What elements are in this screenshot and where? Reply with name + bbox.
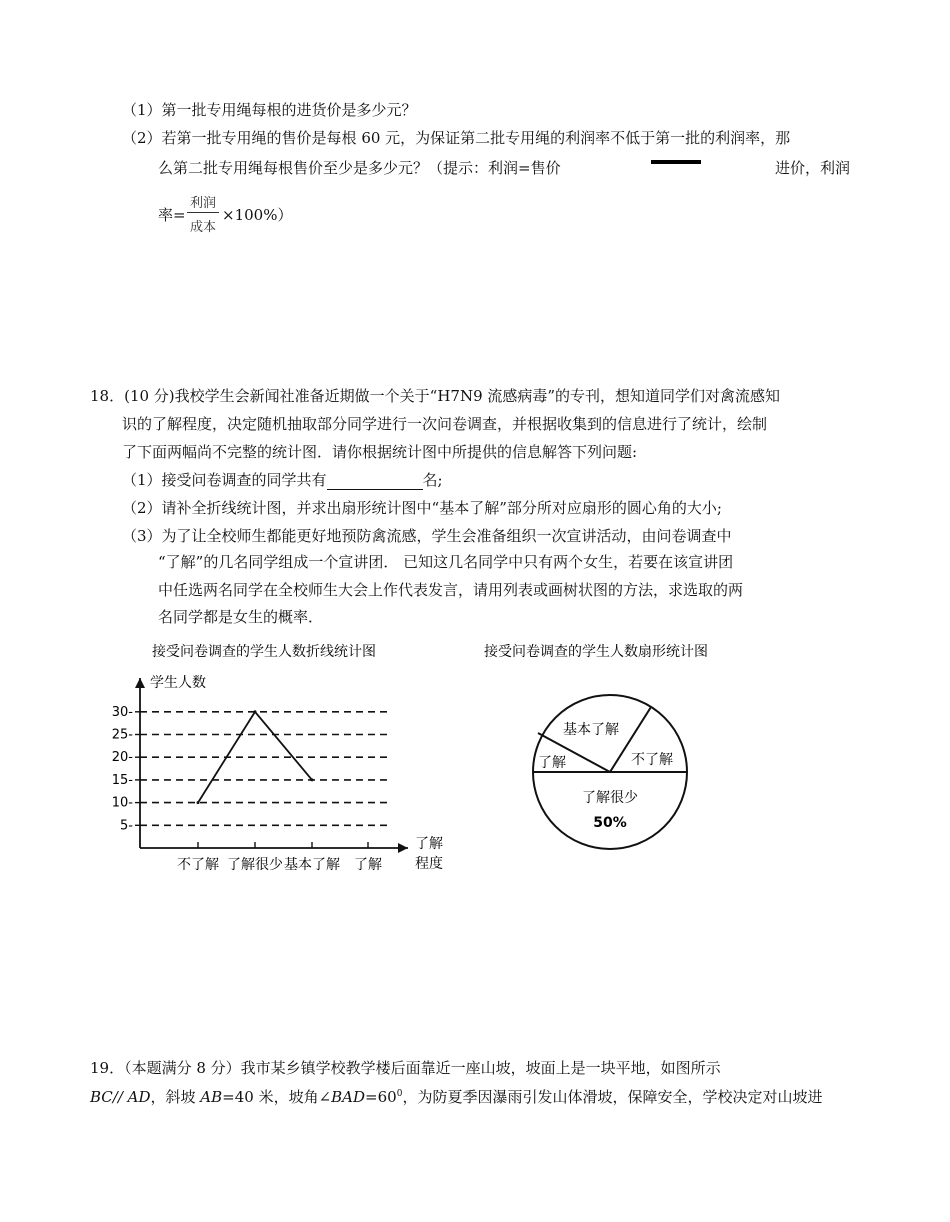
q19-ab: AB <box>200 1088 223 1106</box>
y-tick-label-5: 5- <box>120 818 133 834</box>
y-tick-label-30: 30- <box>111 704 133 720</box>
q19-text-d: =40 米，坡角∠ <box>222 1088 332 1106</box>
q18-part1-suffix: 名; <box>422 471 443 489</box>
y-tick-label-20: 20- <box>111 750 133 766</box>
q18-line1: 18．(10 分)我校学生会新闻社准备近期做一个关于“H7N9 流感病毒”的专刊，想知道同学们对禽流感知 <box>90 387 781 405</box>
x-category-label-1: 不了解 <box>177 857 219 873</box>
q18-line3: 了下面两幅尚不完整的统计图．请你根据统计图中所提供的信息解答下列问题: <box>122 443 638 461</box>
rate-prefix: 率= <box>158 206 186 224</box>
q18-line2: 识的了解程度，决定随机抽取部分同学进行一次问卷调查，并根据收集到的信息进行了统计，绘制 <box>122 415 768 433</box>
q17-part2-line2-left: 么第二批专用绳每根售价至少是多少元？（提示：利润=售价 <box>158 159 561 177</box>
x-axis-label-line2: 程度 <box>415 856 443 872</box>
y-tick-label-25: 25- <box>111 727 133 743</box>
q19-degree-sup: 0 <box>396 1089 403 1099</box>
q18-part3-line3: 中任选两名同学在全校师生大会上作代表发言，请用列表或画树状图的方法，求选取的两 <box>158 581 744 599</box>
line-chart <box>90 636 470 880</box>
rate-suffix: ×100%） <box>222 206 293 224</box>
q18-part3-line4: 名同学都是女生的概率． <box>158 608 324 626</box>
y-axis-label: 学生人数 <box>150 675 206 691</box>
pie-label-understand: 了解 <box>538 755 566 771</box>
y-tick-label-15: 15- <box>111 772 133 788</box>
q19-text-g: ，为防夏季因瀑雨引发山体滑坡，保障安全，学校决定对山坡进 <box>402 1088 823 1106</box>
pie-chart <box>470 636 750 856</box>
q18-part3-line1: （3）为了让全校师生都能更好地预防禽流感，学生会准备组织一次宣讲活动，由问卷调查中 <box>122 527 732 545</box>
y-tick-label-10: 10- <box>111 795 133 811</box>
q19-bc-parallel-ad: BC// AD <box>90 1088 151 1106</box>
minus-sign-bar <box>651 160 701 164</box>
q19-text-f: =60 <box>365 1088 397 1106</box>
pie-label-not-understand: 不了解 <box>631 752 673 768</box>
q18-part3-line2: “了解”的几名同学组成一个宣讲团． 已知这几名同学中只有两个女生，若要在该宣讲团 <box>158 553 734 571</box>
x-axis-arrow <box>398 843 408 853</box>
q18-part2: （2）请补全折线统计图，并求出扇形统计图中“基本了解”部分所对应扇形的圆心角的大小; <box>122 499 722 517</box>
data-point-1 <box>197 801 200 804</box>
x-category-label-3: 基本了解 <box>284 857 340 873</box>
pie-label-little-understanding: 了解很少 <box>582 790 638 806</box>
q18-part1-prefix: （1）接受问卷调查的同学共有 <box>122 471 327 489</box>
q18-part1 <box>122 470 443 490</box>
data-point-2 <box>254 710 257 713</box>
q19-text-b: ，斜坡 <box>150 1088 201 1106</box>
pie-value-little-understanding: 50% <box>593 815 627 831</box>
fraction-bar <box>187 212 219 213</box>
q19-bad: BAD <box>331 1088 366 1106</box>
data-point-3 <box>311 778 314 781</box>
x-category-label-4: 了解 <box>354 857 382 873</box>
q17-part2-line1: （2）若第一批专用绳的售价是每根 60 元，为保证第二批专用绳的利润率不低于第一批的利润率，那 <box>122 129 791 147</box>
q17-part2-line2-right: 进价，利润 <box>775 159 851 177</box>
x-axis-label-line1: 了解 <box>415 836 443 852</box>
y-axis-arrow <box>135 678 145 688</box>
answer-blank <box>327 475 423 490</box>
x-category-label-2: 了解很少 <box>227 857 283 873</box>
fraction-denominator: 成本 <box>189 220 216 235</box>
q17-part1: （1）第一批专用绳每根的进货价是多少元？ <box>122 101 417 119</box>
fraction-numerator: 利润 <box>189 196 216 211</box>
pie-chart-title: 接受问卷调查的学生人数扇形统计图 <box>484 644 708 660</box>
line-chart-title: 接受问卷调查的学生人数折线统计图 <box>152 644 376 660</box>
q19-line1: 19．（本题满分 8 分）我市某乡镇学校教学楼后面靠近一座山坡，坡面上是一块平地，如图所示 <box>90 1059 721 1077</box>
q19-line2 <box>90 1084 822 1107</box>
pie-label-basic-understanding: 基本了解 <box>563 722 619 738</box>
